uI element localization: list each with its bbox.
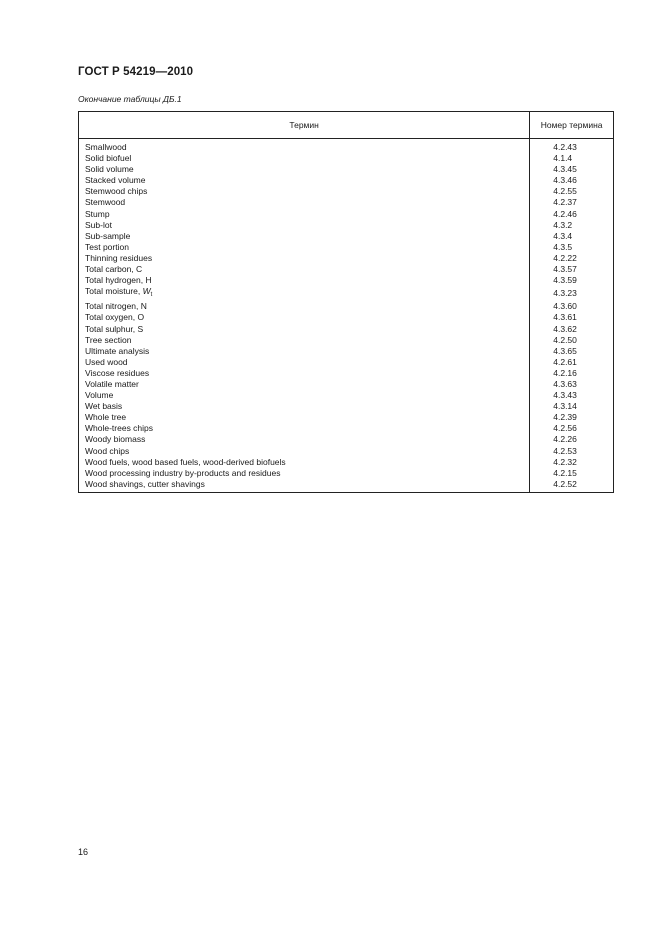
term-cell — [79, 346, 530, 357]
term-cell — [79, 275, 530, 286]
term-number-cell: 4.3.63 — [553, 378, 577, 389]
term-cell — [79, 368, 530, 379]
table-row — [79, 231, 614, 242]
term-number-cell: 4.3.59 — [553, 275, 577, 286]
table-row — [79, 457, 614, 468]
table-row — [79, 164, 614, 175]
term-text: Stemwood chips — [85, 186, 148, 197]
term-text: Sub-lot — [85, 219, 112, 230]
term-cell — [79, 264, 530, 275]
term-cell — [79, 390, 530, 401]
term-number-cell: 4.2.55 — [553, 186, 577, 197]
term-number-cell: 4.3.2 — [553, 219, 573, 230]
term-text: Sub-sample — [85, 230, 131, 241]
term-symbol: W — [142, 286, 151, 297]
term-cell — [79, 253, 530, 264]
term-cell — [79, 186, 530, 197]
term-cell — [79, 209, 530, 220]
term-cell — [79, 468, 530, 479]
term-text: Whole-trees chips — [85, 423, 154, 434]
table-caption: Окончание таблицы ДБ.1 — [78, 94, 182, 104]
term-text: Volume — [85, 390, 114, 401]
term-cell — [79, 324, 530, 335]
table-row — [79, 346, 614, 357]
term-text: Total nitrogen, N — [85, 301, 147, 312]
table-body — [79, 139, 614, 493]
term-number-cell: 4.3.14 — [553, 401, 577, 412]
column-header-number: Номер термина — [530, 112, 614, 139]
term-text: Total moisture, — [85, 286, 143, 297]
term-number-cell: 4.3.60 — [553, 301, 577, 312]
table-row — [79, 390, 614, 401]
term-cell — [79, 175, 530, 186]
term-number-cell: 4.3.4 — [553, 230, 573, 241]
table-row — [79, 220, 614, 231]
terms-table — [78, 111, 614, 493]
term-text: Total hydrogen, H — [85, 275, 152, 286]
term-number-cell: 4.3.43 — [553, 390, 577, 401]
term-text: Woody biomass — [85, 434, 146, 445]
term-number-cell: 4.2.61 — [553, 356, 577, 367]
term-cell — [79, 197, 530, 208]
term-text: Wood fuels, wood based fuels, wood-derived biofuels — [85, 456, 286, 467]
table-row — [79, 253, 614, 264]
term-number-cell: 4.3.62 — [553, 323, 577, 334]
term-text: Test portion — [85, 241, 129, 252]
document-header: ГОСТ Р 54219—2010 — [78, 66, 194, 78]
term-text: Tree section — [85, 334, 132, 345]
term-text: Wood processing industry by-products and residues — [85, 467, 281, 478]
term-cell — [79, 379, 530, 390]
term-cell — [79, 231, 530, 242]
table-row — [79, 275, 614, 286]
term-cell — [79, 301, 530, 312]
table-row — [79, 286, 614, 301]
table-row — [79, 209, 614, 220]
term-cell — [79, 457, 530, 468]
term-text: Used wood — [85, 356, 128, 367]
term-text: Total sulphur, S — [85, 323, 144, 334]
term-cell — [79, 357, 530, 368]
term-text: Total oxygen, O — [85, 312, 145, 323]
term-cell — [79, 139, 530, 154]
term-text: Whole tree — [85, 412, 127, 423]
term-text: Stemwood — [85, 197, 126, 208]
term-text: Smallwood — [85, 142, 127, 152]
term-cell — [79, 446, 530, 457]
term-cell — [79, 153, 530, 164]
table-row — [79, 379, 614, 390]
term-text: Stump — [85, 208, 110, 219]
table-row — [79, 468, 614, 479]
term-cell — [79, 335, 530, 346]
term-text: Total carbon, C — [85, 264, 143, 275]
term-number-cell: 4.2.43 — [553, 142, 577, 152]
table-row — [79, 479, 614, 493]
table-row — [79, 401, 614, 412]
term-cell — [79, 401, 530, 412]
term-text: Ultimate analysis — [85, 345, 150, 356]
table-row — [79, 153, 614, 164]
term-number-cell: 4.2.46 — [553, 208, 577, 219]
table-row — [79, 139, 614, 154]
term-text: Volatile matter — [85, 378, 139, 389]
term-cell — [79, 479, 530, 493]
term-text: Stacked volume — [85, 175, 146, 186]
table-row — [79, 264, 614, 275]
table-header-row — [79, 112, 614, 139]
term-text: Solid volume — [85, 164, 134, 175]
table-row — [79, 301, 614, 312]
term-cell — [79, 220, 530, 231]
term-number-cell: 4.2.16 — [553, 367, 577, 378]
table-row — [79, 324, 614, 335]
term-number-cell: 4.2.50 — [553, 334, 577, 345]
term-cell — [79, 412, 530, 423]
table-row — [79, 186, 614, 197]
table-row — [79, 368, 614, 379]
term-number-cell: 4.3.5 — [553, 241, 573, 252]
term-number-cell: 4.3.57 — [553, 264, 577, 275]
table-row — [79, 335, 614, 346]
term-number-cell: 4.2.39 — [553, 412, 577, 423]
term-number-cell: 4.2.56 — [553, 423, 577, 434]
term-cell — [79, 164, 530, 175]
term-number-cell: 4.3.61 — [553, 312, 577, 323]
term-number-cell: 4.2.22 — [553, 252, 577, 263]
term-text: Wet basis — [85, 401, 123, 412]
table-row — [79, 312, 614, 323]
term-cell — [79, 423, 530, 434]
table-row — [79, 423, 614, 434]
term-subscript: t — [150, 292, 153, 299]
term-text: Thinning residues — [85, 252, 153, 263]
term-number-cell: 4.3.65 — [553, 345, 577, 356]
table-row — [79, 357, 614, 368]
term-cell — [79, 434, 530, 445]
term-cell — [79, 242, 530, 253]
term-text: Solid biofuel — [85, 153, 132, 164]
term-text: Wood chips — [85, 445, 130, 456]
term-number-cell: 4.2.15 — [553, 467, 577, 478]
table-row — [79, 434, 614, 445]
term-number-cell: 4.3.23 — [553, 288, 577, 299]
term-number-cell: 4.3.45 — [553, 164, 577, 175]
term-number-cell: 4.2.26 — [553, 434, 577, 445]
column-header-term: Термин — [79, 112, 530, 139]
term-cell — [79, 286, 530, 301]
term-text: Viscose residues — [85, 367, 150, 378]
table-row — [79, 412, 614, 423]
term-text: Wood shavings, cutter shavings — [85, 478, 205, 489]
term-number-cell: 4.2.32 — [553, 456, 577, 467]
term-number-cell: 4.2.53 — [553, 445, 577, 456]
term-number-cell: 4.3.46 — [553, 175, 577, 186]
term-number-cell: 4.1.4 — [553, 153, 573, 164]
table-row — [79, 197, 614, 208]
table-row — [79, 242, 614, 253]
table-row — [79, 175, 614, 186]
page-number: 16 — [78, 847, 89, 857]
term-number-cell: 4.2.52 — [553, 478, 577, 489]
table-row — [79, 446, 614, 457]
term-number-cell: 4.2.37 — [553, 197, 577, 208]
term-cell — [79, 312, 530, 323]
